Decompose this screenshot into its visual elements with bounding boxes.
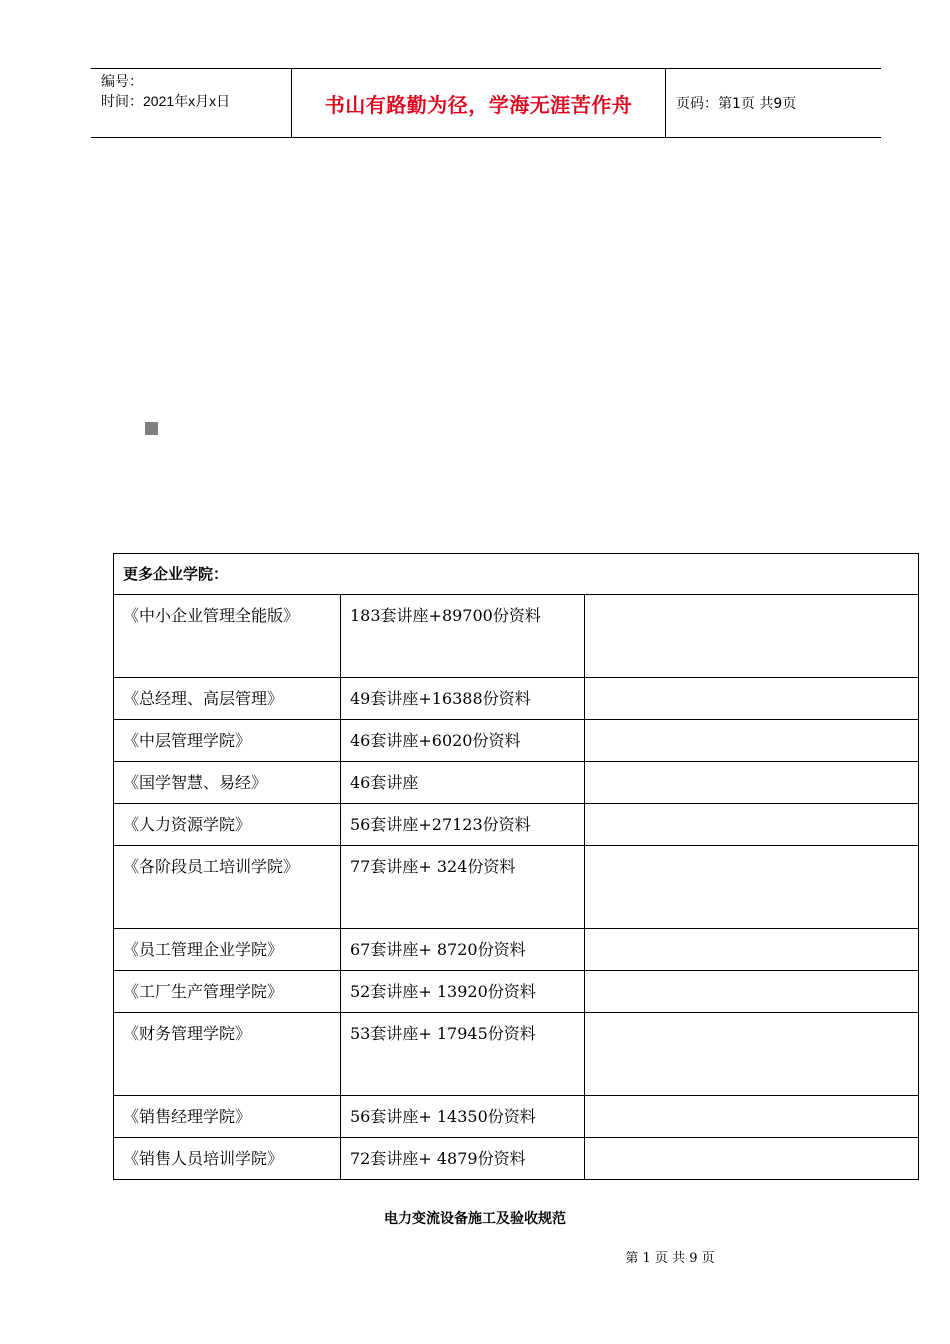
course-name: 《中小企业管理全能版》 bbox=[114, 595, 341, 678]
course-detail: 56套讲座+27123份资料 bbox=[341, 804, 585, 846]
course-empty-cell bbox=[585, 971, 919, 1013]
course-table-title: 更多企业学院： bbox=[114, 554, 919, 595]
table-row bbox=[114, 595, 919, 678]
table-row bbox=[114, 971, 919, 1013]
table-row bbox=[114, 929, 919, 971]
course-detail: 46套讲座+6020份资料 bbox=[341, 720, 585, 762]
table-row bbox=[114, 1096, 919, 1138]
course-detail: 56套讲座+ 14350份资料 bbox=[341, 1096, 585, 1138]
table-row bbox=[114, 804, 919, 846]
course-name: 《销售人员培训学院》 bbox=[114, 1138, 341, 1180]
page-footer: 第 1 页 共 9 页 bbox=[625, 1251, 715, 1266]
header-slogan-cell bbox=[292, 69, 666, 137]
course-empty-cell bbox=[585, 1013, 919, 1096]
header-page-label: 页码：第1页 共9页 bbox=[676, 96, 797, 112]
course-name: 《国学智慧、易经》 bbox=[114, 762, 341, 804]
course-name: 《总经理、高层管理》 bbox=[114, 678, 341, 720]
course-empty-cell bbox=[585, 1138, 919, 1180]
course-detail: 52套讲座+ 13920份资料 bbox=[341, 971, 585, 1013]
course-empty-cell bbox=[585, 762, 919, 804]
time-label: 时间：2021年x月x日 bbox=[101, 93, 231, 109]
course-empty-cell bbox=[585, 804, 919, 846]
course-detail: 77套讲座+ 324份资料 bbox=[341, 846, 585, 929]
course-empty-cell bbox=[585, 1096, 919, 1138]
course-detail: 53套讲座+ 17945份资料 bbox=[341, 1013, 585, 1096]
course-name: 《工厂生产管理学院》 bbox=[114, 971, 341, 1013]
course-empty-cell bbox=[585, 846, 919, 929]
course-empty-cell bbox=[585, 929, 919, 971]
header-meta bbox=[91, 69, 292, 137]
table-row bbox=[114, 846, 919, 929]
table-row bbox=[114, 1138, 919, 1180]
course-name: 《财务管理学院》 bbox=[114, 1013, 341, 1096]
course-empty-cell bbox=[585, 595, 919, 678]
document-header bbox=[91, 68, 881, 138]
course-detail: 46套讲座 bbox=[341, 762, 585, 804]
course-table bbox=[113, 553, 919, 1180]
course-name: 《销售经理学院》 bbox=[114, 1096, 341, 1138]
table-row bbox=[114, 1013, 919, 1096]
table-row bbox=[114, 720, 919, 762]
course-detail: 72套讲座+ 4879份资料 bbox=[341, 1138, 585, 1180]
course-detail: 67套讲座+ 8720份资料 bbox=[341, 929, 585, 971]
course-name: 《员工管理企业学院》 bbox=[114, 929, 341, 971]
course-table-title-row bbox=[114, 554, 919, 595]
course-name: 《中层管理学院》 bbox=[114, 720, 341, 762]
course-empty-cell bbox=[585, 678, 919, 720]
table-row bbox=[114, 762, 919, 804]
header-page-cell bbox=[666, 69, 881, 137]
course-name: 《各阶段员工培训学院》 bbox=[114, 846, 341, 929]
course-name: 《人力资源学院》 bbox=[114, 804, 341, 846]
course-detail: 49套讲座+16388份资料 bbox=[341, 678, 585, 720]
document-title: 电力变流设备施工及验收规范 bbox=[384, 1211, 566, 1227]
course-empty-cell bbox=[585, 720, 919, 762]
table-row bbox=[114, 678, 919, 720]
square-bullet-icon bbox=[145, 422, 158, 435]
course-detail: 183套讲座+89700份资料 bbox=[341, 595, 585, 678]
header-slogan: 书山有路勤为径，学海无涯苦作舟 bbox=[324, 92, 633, 117]
number-label: 编号： bbox=[101, 73, 143, 89]
